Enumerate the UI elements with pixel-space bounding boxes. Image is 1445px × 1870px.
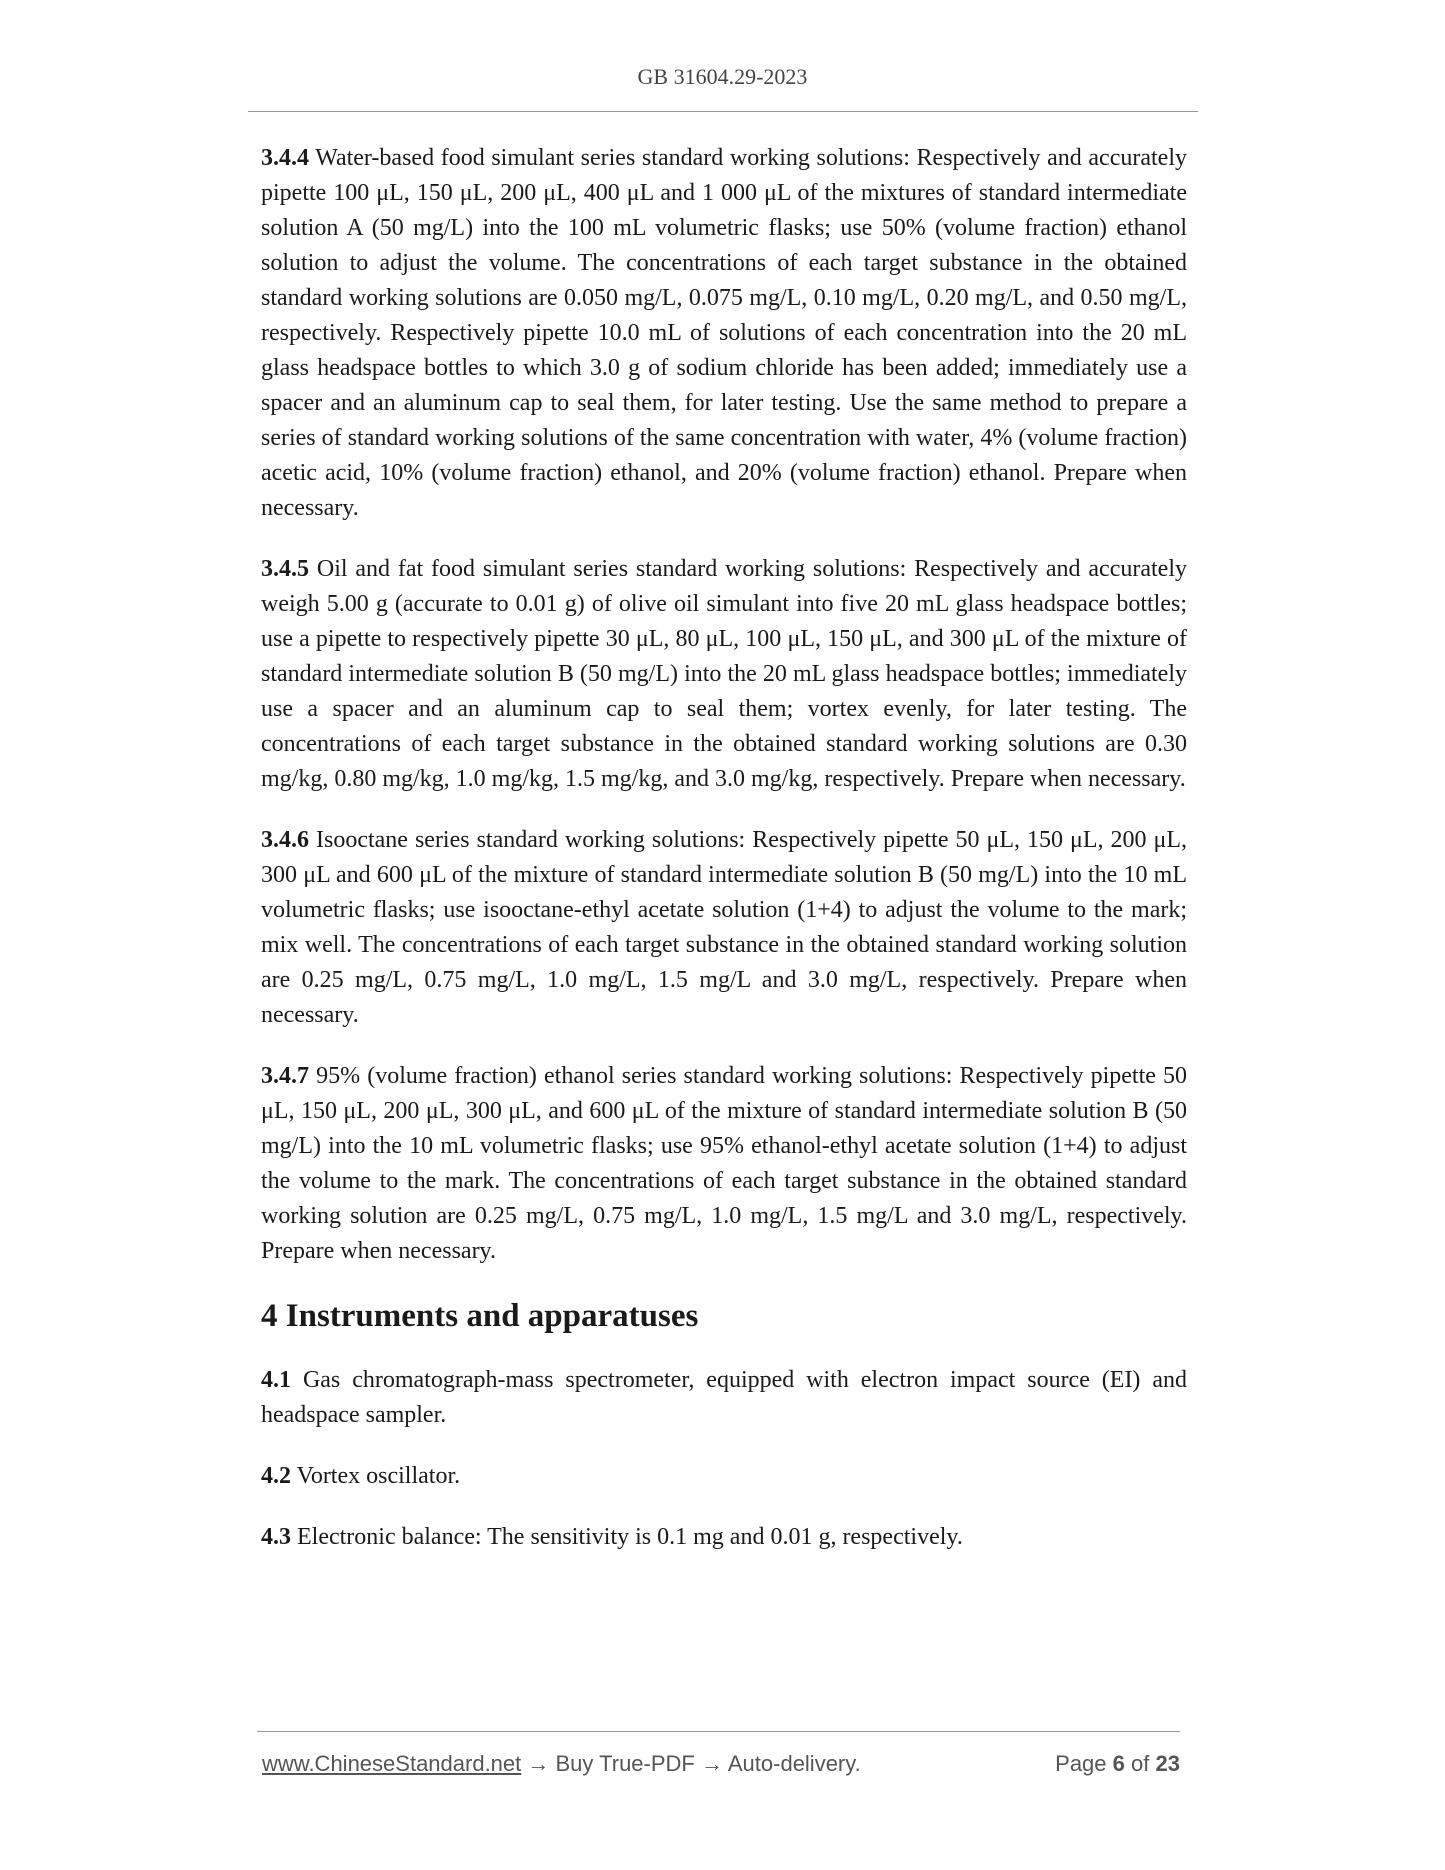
footer-divider [257,1731,1180,1732]
paragraph-3-4-6 [261,823,1187,1033]
page-number: 6 [1112,1751,1125,1776]
total-pages: 23 [1155,1751,1180,1776]
page-content [261,141,1187,1581]
clause-number: 3.4.5 [261,556,309,582]
of-label: of [1131,1751,1150,1776]
clause-number: 3.4.7 [261,1063,309,1089]
clause-text: Isooctane series standard working solutions: Respectively pipette 50 μL, 150 μL, 200 μL, 300 μL and 600 μL of the mixture of standard intermediate solution B (50 mg/L) into the 10 mL volumetric flasks; use isooctane-ethyl acetate solution (1+4) to adjust the volume to the mark; mix well. The concentrations of each target substance in the obtained standard working solution are 0.25 mg/L, 0.75 mg/L, 1.0 mg/L, 1.5 mg/L and 3.0 mg/L, respectively. Prepare when necessary. [261,827,1188,1028]
clause-text: Oil and fat food simulant series standard working solutions: Respectively and accurately weigh 5.00 g (accurate to 0.01 g) of olive oil simulant into five 20 mL glass headspace bottles; use a pipette to respectively pipette 30 μL, 80 μL, 100 μL, 150 μL, and 300 μL of the mixture of standard intermediate solution B (50 mg/L) into the 20 mL glass headspace bottles; immediately use a spacer and an aluminum cap to seal them; vortex evenly, for later testing. The concentrations of each target substance in the obtained standard working solutions are 0.30 mg/kg, 0.80 mg/kg, 1.0 mg/kg, 1.5 mg/kg, and 3.0 mg/kg, respectively. Prepare when necessary. [261,556,1187,792]
header-divider [248,111,1198,112]
footer [262,1751,1180,1777]
clause-text: Water-based food simulant series standard working solutions: Respectively and accurately pipette 100 μL, 150 μL, 200 μL, 400 μL and 1 000 μL of the mixtures of standard intermediate solution A (50 mg/L) into the 100 mL volumetric flasks; use 50% (volume fraction) ethanol solution to adjust the volume. The concentrations of each target substance in the obtained standard working solutions are 0.050 mg/L, 0.075 mg/L, 0.10 mg/L, 0.20 mg/L, and 0.50 mg/L, respectively. Respectively pipette 10.0 mL of solutions of each concentration into the 20 mL glass headspace bottles to which 3.0 g of sodium chloride has been added; immediately use a spacer and an aluminum cap to seal them, for later testing. Use the same method to prepare a series of standard working solutions of the same concentration with water, 4% (volume fraction) acetic acid, 10% (volume fraction) ethanol, and 20% (volume fraction) ethanol. Prepare when necessary. [261,145,1187,521]
website-link[interactable]: www.ChineseStandard.net [262,1751,522,1776]
clause-text: Vortex oscillator. [296,1463,461,1489]
page-indicator [1055,1751,1180,1777]
clause-number: 4.2 [261,1463,291,1489]
paragraph-3-4-5 [261,552,1187,797]
clause-number: 4.3 [261,1524,291,1550]
clause-text: Electronic balance: The sensitivity is 0.1 mg and 0.01 g, respectively. [297,1524,963,1550]
section-heading: 4 Instruments and apparatuses [261,1298,699,1334]
paragraph-3-4-7 [261,1059,1187,1269]
clause-text: 95% (volume fraction) ethanol series standard working solutions: Respectively pipette 50 μL, 150 μL, 200 μL, 300 μL, and 600 μL of the mixture of standard intermediate solution B (50 mg/L) into the 10 mL volumetric flasks; use 95% ethanol-ethyl acetate solution (1+4) to adjust the volume to the mark. The concentrations of each target substance in the obtained standard working solution are 0.25 mg/L, 0.75 mg/L, 1.0 mg/L, 1.5 mg/L and 3.0 mg/L, respectively. Prepare when necessary. [261,1063,1187,1264]
clause-text: Gas chromatograph-mass spectrometer, equipped with electron impact source (EI) and headspace sampler. [261,1367,1188,1428]
document-id-header: GB 31604.29-2023 [637,64,808,89]
clause-number: 4.1 [261,1367,291,1393]
footer-text: → Buy True-PDF → Auto-delivery. [521,1751,861,1776]
clause-number: 3.4.4 [261,145,309,171]
paragraph-3-4-4 [261,141,1187,526]
item-4-3 [261,1520,1187,1555]
item-4-1 [261,1363,1187,1433]
item-4-2 [261,1459,1187,1494]
clause-number: 3.4.6 [261,827,309,853]
page-label: Page [1055,1751,1107,1776]
